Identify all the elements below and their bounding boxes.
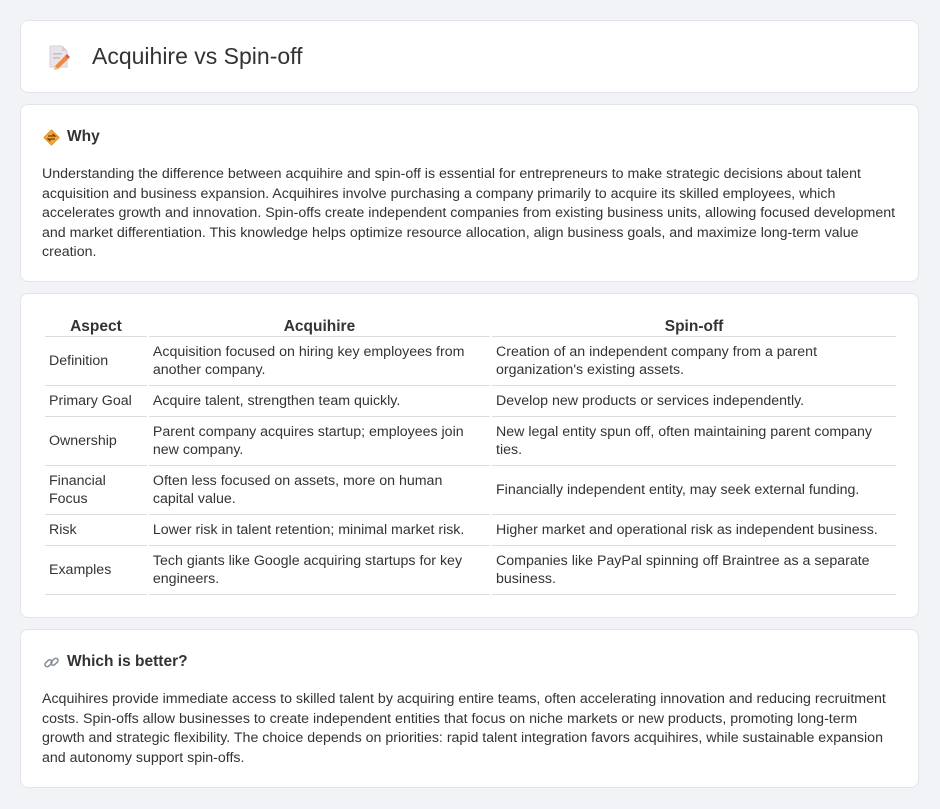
spin-off-cell: Develop new products or services independently. — [492, 386, 896, 417]
link-icon — [43, 654, 60, 671]
table-row — [45, 546, 896, 595]
acquihire-cell: Tech giants like Google acquiring startups for key engineers. — [149, 546, 490, 595]
diamond-icon — [43, 129, 60, 146]
table-row — [45, 386, 896, 417]
acquihire-cell: Lower risk in talent retention; minimal market risk. — [149, 515, 490, 546]
why-body: Understanding the difference between acquihire and spin-off is essential for entrepreneurs to make strategic decisions about talent acquisition and business expansion. Acquihires involve purchasing a company primarily to acquire its skilled employees, which accelerates growth and innovation. Spin-offs create independent companies from existing business units, allowing focused development and market differentiation. This knowledge helps optimize resource allocation, align business goals, and maximize long-term value creation. — [42, 166, 896, 260]
aspect-cell: Primary Goal — [45, 386, 147, 417]
document-pencil-icon — [47, 44, 71, 70]
table-row — [45, 466, 896, 515]
spin-off-cell: Higher market and operational risk as independent business. — [492, 515, 896, 546]
better-heading — [43, 653, 188, 671]
acquihire-cell: Parent company acquires startup; employees join new company. — [149, 417, 490, 466]
acquihire-cell: Acquire talent, strengthen team quickly. — [149, 386, 490, 417]
which-is-better-card — [20, 629, 919, 788]
acquihire-cell: Often less focused on assets, more on human capital value. — [149, 466, 490, 515]
table-row — [45, 337, 896, 386]
why-title: Why — [67, 128, 100, 145]
spin-off-cell: Creation of an independent company from a parent organization's existing assets. — [492, 337, 896, 386]
better-title: Which is better? — [67, 653, 188, 670]
comparison-table-card — [20, 293, 919, 618]
aspect-cell: Financial Focus — [45, 466, 147, 515]
acquihire-cell: Acquisition focused on hiring key employees from another company. — [149, 337, 490, 386]
comparison-table — [43, 316, 898, 595]
header-card — [20, 20, 919, 93]
header-aspect: Aspect — [45, 316, 147, 337]
why-heading — [43, 128, 100, 146]
page-title: Acquihire vs Spin-off — [92, 43, 303, 69]
aspect-cell: Examples — [45, 546, 147, 595]
title-row — [47, 43, 303, 70]
table-row — [45, 417, 896, 466]
header-acquihire: Acquihire — [149, 316, 490, 337]
aspect-cell: Definition — [45, 337, 147, 386]
spin-off-cell: New legal entity spun off, often maintaining parent company ties. — [492, 417, 896, 466]
why-card — [20, 104, 919, 282]
spin-off-cell: Companies like PayPal spinning off Braintree as a separate business. — [492, 546, 896, 595]
header-spin-off: Spin-off — [492, 316, 896, 337]
table-header-row — [45, 316, 896, 337]
aspect-cell: Ownership — [45, 417, 147, 466]
spin-off-cell: Financially independent entity, may seek external funding. — [492, 466, 896, 515]
aspect-cell: Risk — [45, 515, 147, 546]
table-row — [45, 515, 896, 546]
better-body: Acquihires provide immediate access to skilled talent by acquiring entire teams, often accelerating innovation and reducing recruitment costs. Spin-offs allow businesses to create independent entities that focus on niche markets or new products, promoting long-term growth and strategic flexibility. The choice depends on priorities: rapid talent integration favors acquihires, while sustainable expansion and autonomy support spin-offs. — [42, 691, 886, 766]
